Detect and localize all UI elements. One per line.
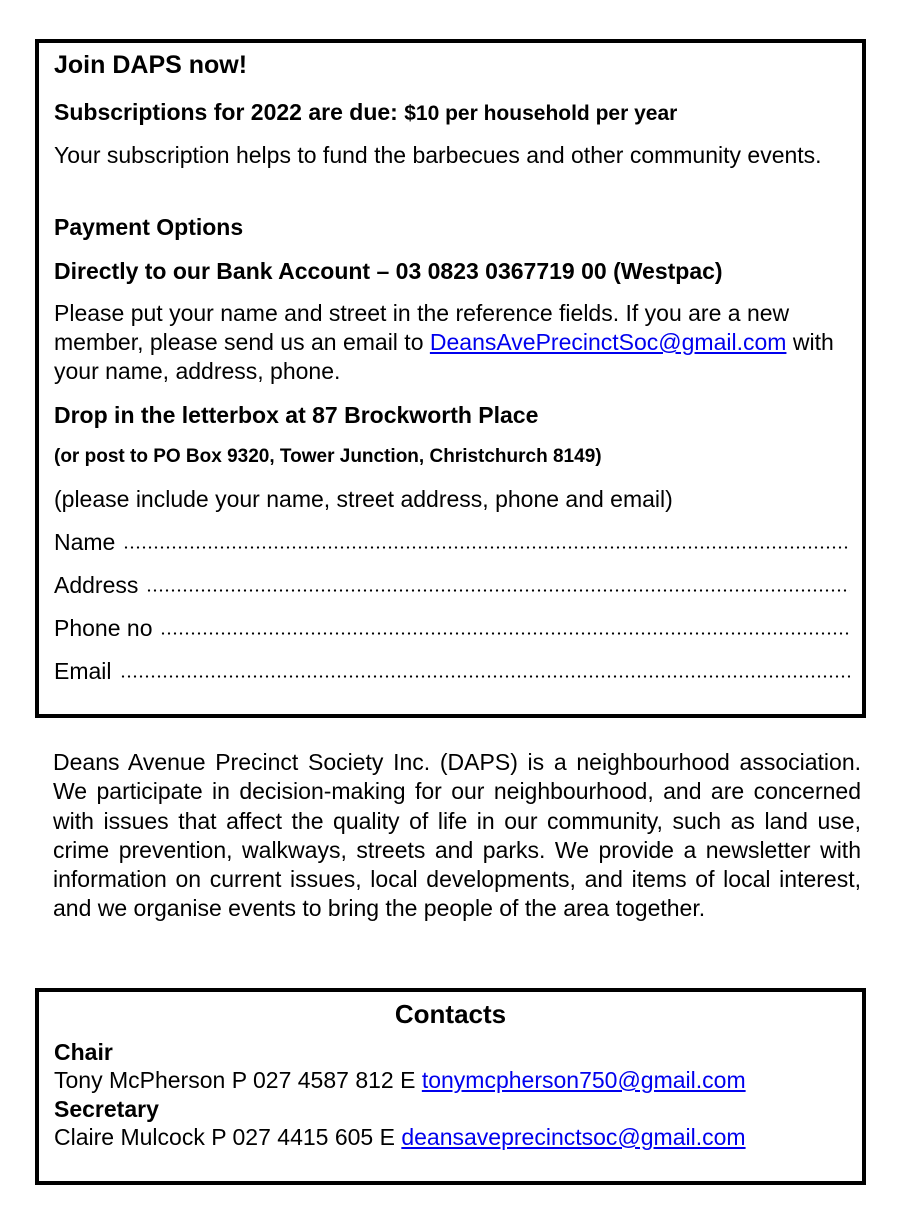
phone-field[interactable]: [54, 614, 850, 643]
address-field-label: Address: [54, 572, 139, 598]
about-paragraph: Deans Avenue Precinct Society Inc. (DAPS) is a neighbourhood association. We participate in decision-making for our neighbourhood, and are concerned with issues that affect the quality of life in our community, such as land use, crime prevention, walkways, streets and parks. We provide a newsletter with information on current issues, local developments, and items of local interest, and we organise events to bring the people of the area together.: [53, 749, 861, 922]
phone-field-dots: [160, 632, 850, 635]
chair-details: [54, 1066, 850, 1095]
membership-email-link[interactable]: DeansAvePrecinctSoc@gmail.com: [429, 329, 787, 355]
address-field-dots: [146, 589, 850, 592]
name-field[interactable]: [54, 528, 850, 557]
phone-field-label: Phone no: [54, 615, 153, 641]
secretary-label: Secretary: [54, 1096, 159, 1122]
address-field[interactable]: [54, 571, 850, 600]
contacts-box: [35, 988, 866, 1185]
instructions-text: Please put your name and street in the reference fields. If you are a new member, please send us an email to: [54, 300, 790, 355]
payment-options-heading: Payment Options: [54, 214, 244, 240]
email-field-dots: [120, 675, 850, 678]
email-field[interactable]: [54, 657, 850, 686]
subscription-description: Your subscription helps to fund the barbecues and other community events.: [54, 142, 822, 168]
postal-line: (or post to PO Box 9320, Tower Junction, Christchurch 8149): [54, 446, 602, 467]
chair-email-link[interactable]: tonymcpherson750@gmail.com: [421, 1067, 746, 1093]
join-title: Join DAPS now!: [54, 51, 248, 79]
bank-account-line: Directly to our Bank Account – 03 0823 0367719 00 (Westpac): [54, 258, 723, 284]
chair-contact-text: Tony McPherson P 027 4587 812 E: [54, 1067, 422, 1093]
instructions-text-end: with your name, address, phone.: [54, 329, 834, 384]
subscriptions-heading: [54, 98, 850, 128]
chair-label: Chair: [54, 1039, 113, 1065]
subscriptions-prefix: Subscriptions for 2022 are due:: [54, 99, 405, 125]
subscriptions-amount: $10 per household per year: [404, 102, 678, 125]
payment-instructions: [54, 299, 850, 386]
join-box: [35, 39, 866, 718]
name-field-label: Name: [54, 529, 116, 555]
email-field-label: Email: [54, 658, 112, 684]
secretary-details: [54, 1123, 850, 1152]
name-field-dots: [123, 546, 850, 549]
secretary-contact-text: Claire Mulcock P 027 4415 605 E: [54, 1124, 402, 1150]
include-details-note: (please include your name, street address, phone and email): [54, 486, 673, 512]
contacts-title: Contacts: [394, 999, 507, 1029]
letterbox-line: Drop in the letterbox at 87 Brockworth Place: [54, 402, 539, 428]
secretary-email-link[interactable]: deansaveprecinctsoc@gmail.com: [401, 1124, 746, 1150]
